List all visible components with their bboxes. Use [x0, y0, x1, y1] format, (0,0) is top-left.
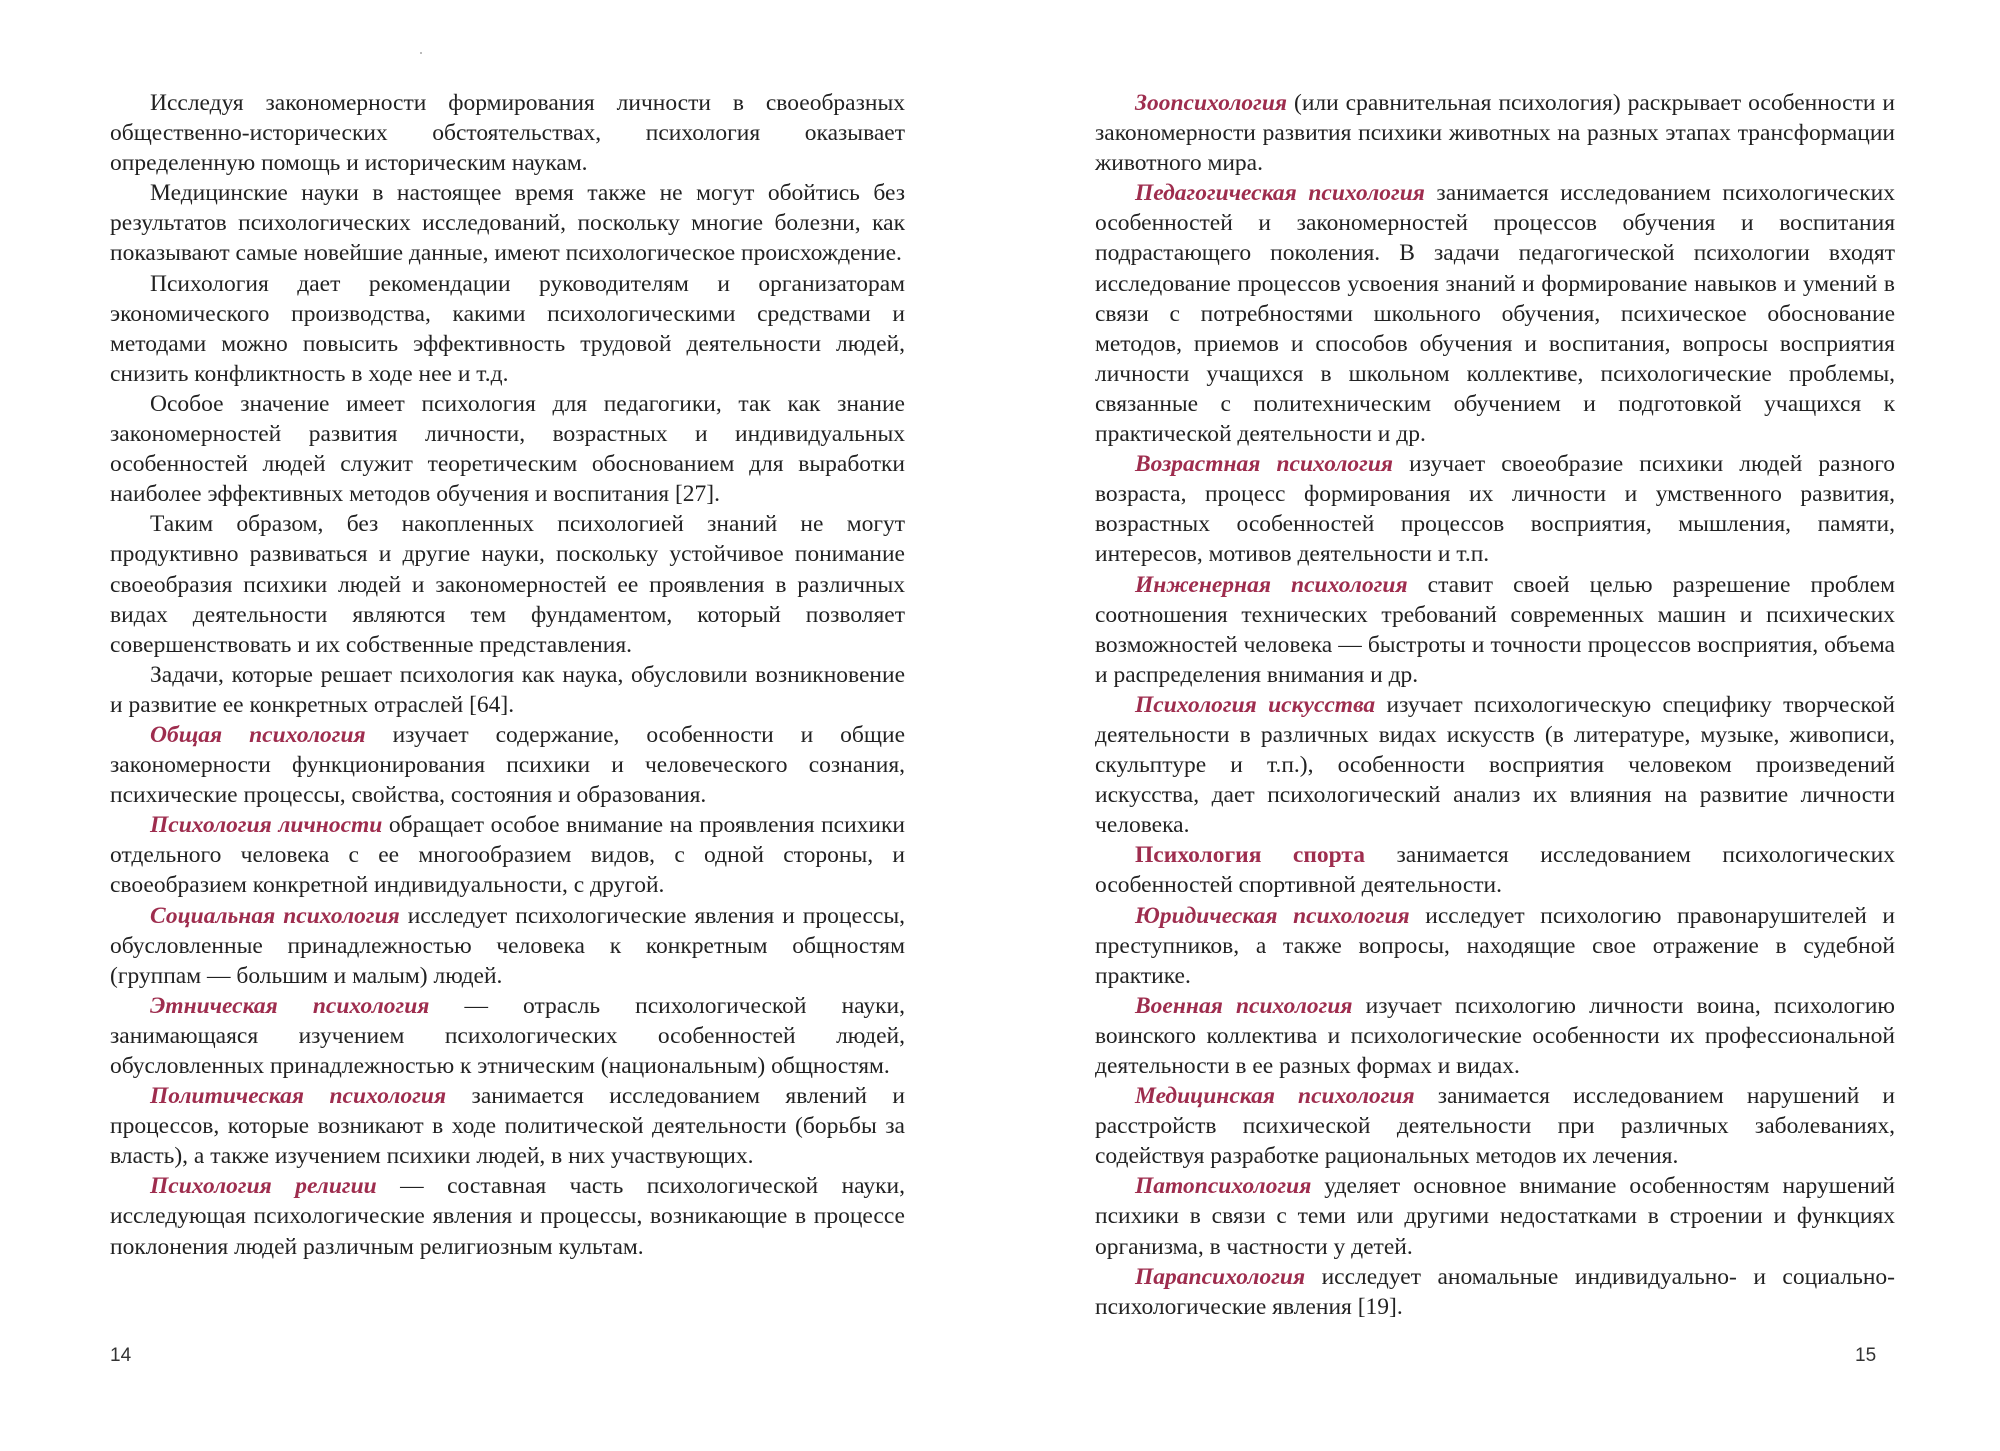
- definition-paragraph: Юридическая психология исследует психологию правонарушителей и преступников, а также вопросы, находящие свое отражение в судебной практике.: [1095, 902, 1896, 989]
- definition-paragraph: Инженерная психология ставит своей целью разрешение проблем соотношения технических требований современных машин и психических возможностей человека — быстроты и точности процессов восприятия, объема и распределения внимания и др.: [1095, 571, 1895, 688]
- page-number: 15: [1855, 1345, 1877, 1366]
- term-heading: Зоопсихология: [1135, 90, 1288, 116]
- term-heading: Социальная психология: [150, 902, 400, 929]
- paragraph: Медицинские науки в настоящее время также не могут обойтись без результатов психологических исследований, поскольку многие болезни, как показывают самые новейшие данные, имеют психологическое происхождение.: [110, 180, 905, 267]
- paragraph: Особое значение имеет психология для педагогики, так как знание закономерностей развития личности, возрастных и индивидуальных особенностей людей служит теоретическим обоснованием для выработки наиболее эффективных методов обучения и воспитания [27].: [110, 390, 905, 508]
- definition-paragraph: Психология спорта занимается исследованием психологических особенностей спортивной деятельности.: [1095, 842, 1895, 899]
- term-heading: Инженерная психология: [1135, 571, 1408, 598]
- definition-paragraph: Социальная психология исследует психологические явления и процессы, обусловленные принадлежностью человека к конкретным общностям (группам — большим и малым) людей.: [110, 902, 905, 989]
- term-heading: Патопсихология: [1135, 1173, 1312, 1200]
- term-heading: Этническая психология: [150, 992, 430, 1019]
- definition-paragraph: Зоопсихология (или сравнительная психология) раскрывает особенности и закономерности развития психики животных на разных этапах трансформации животного мира.: [1095, 90, 1895, 177]
- paragraph: Задачи, которые решает психология как наука, обусловили возникновение и развитие ее конкретных отраслей [64].: [110, 661, 905, 718]
- definition-paragraph: Патопсихология уделяет основное внимание особенностям нарушений психики в связи с теми или другими недостатками в строении и функциях организма, в частности у детей.: [1095, 1173, 1895, 1260]
- definition-paragraph: Парапсихология исследует аномальные индивидуально- и социально-психологические явления [19].: [1095, 1263, 1895, 1320]
- right-page: [1095, 88, 1895, 1322]
- term-heading: Психология спорта: [1135, 842, 1365, 869]
- definition-paragraph: Этническая психология — отрасль психологической науки, занимающаяся изучением психологических особенностей людей, обусловленных принадлежностью к этническим (национальным) общностям.: [110, 992, 905, 1079]
- definition-paragraph: Общая психология изучает содержание, особенности и общие закономерности функционирования психики и человеческого сознания, психические процессы, свойства, состояния и образования.: [110, 721, 905, 809]
- paragraph: Психология дает рекомендации руководителям и организаторам экономического производства, какими психологическими средствами и методами можно повысить эффективность трудовой деятельности людей, снизить конфликтность в ходе нее и т.д.: [110, 270, 905, 387]
- definition-paragraph: Психология искусства изучает психологическую специфику творческой деятельности в различных видах искусств (в литературе, музыке, живописи, скульптуре и т.п.), особенности восприятия человеком произведений искусства, дает психологический анализ их влияния на развитие личности человека.: [1095, 691, 1896, 839]
- definition-paragraph: Психология религии — составная часть психологической науки, исследующая психологические явления и процессы, возникающие в процессе поклонения людей различным религиозным культам.: [110, 1173, 906, 1260]
- definition-paragraph: Психология личности обращает особое внимание на проявления психики отдельного человека с ее многообразием видов, с одной стороны, и своеобразием конкретной индивидуальности, с другой.: [110, 812, 905, 899]
- term-heading: Психология религии: [150, 1173, 377, 1200]
- definition-paragraph: Возрастная психология изучает своеобразие психики людей разного возраста, процесс формирования их личности и умственного развития, возрастных особенностей процессов восприятия, мышления, памяти, интересов, мотивов деятельности и т.п.: [1095, 451, 1895, 568]
- term-heading: Парапсихология: [1135, 1263, 1306, 1290]
- definition-paragraph: Политическая психология занимается исследованием явлений и процессов, которые возникают в ходе политической деятельности (борьбы за власть), а также изучением психики людей, в них участвующих.: [110, 1083, 905, 1170]
- page-number: 14: [110, 1345, 132, 1366]
- paper-speck: [420, 52, 422, 54]
- left-page: [110, 88, 905, 1262]
- term-heading: Военная психология: [1135, 992, 1353, 1019]
- term-heading: Психология личности: [150, 812, 383, 839]
- term-heading: Медицинская психология: [1135, 1083, 1415, 1110]
- definition-paragraph: Педагогическая психология занимается исследованием психологических особенностей и закономерностей процессов обучения и воспитания подрастающего поколения. В задачи педагогической психологии входят исследование процессов усвоения знаний и формирование навыков и умений в связи с потребностями школьного обучения, психическое обоснование методов, приемов и способов обучения и воспитания, вопросы восприятия личности учащихся в школьном коллективе, психологические проблемы, связанные с политехническим обучением и подготовкой учащихся к практической деятельности и др.: [1095, 180, 1895, 448]
- term-heading: Юридическая психология: [1135, 902, 1410, 929]
- term-heading: Общая психология: [150, 721, 366, 748]
- term-heading: Политическая психология: [150, 1083, 447, 1110]
- definition-paragraph: Военная психология изучает психологию личности воина, психологию воинского коллектива и психологические особенности их профессиональной деятельности в ее разных формах и видах.: [1095, 992, 1895, 1079]
- term-heading: Педагогическая психология: [1135, 180, 1425, 207]
- term-heading: Возрастная психология: [1135, 451, 1394, 478]
- definition-paragraph: Медицинская психология занимается исследованием нарушений и расстройств психической деятельности при различных заболеваниях, содействуя разработке рациональных методов их лечения.: [1095, 1083, 1895, 1170]
- paragraph: Таким образом, без накопленных психологией знаний не могут продуктивно развиваться и другие науки, поскольку устойчивое понимание своеобразия психики людей и закономерностей ее проявления в различных видах деятельности являются тем фундаментом, который позволяет совершенствовать и их собственные представления.: [110, 511, 905, 658]
- paragraph: Исследуя закономерности формирования личности в своеобразных общественно-исторических обстоятельствах, психология оказывает определенную помощь и историческим наукам.: [110, 90, 905, 177]
- term-heading: Психология искусства: [1135, 691, 1376, 718]
